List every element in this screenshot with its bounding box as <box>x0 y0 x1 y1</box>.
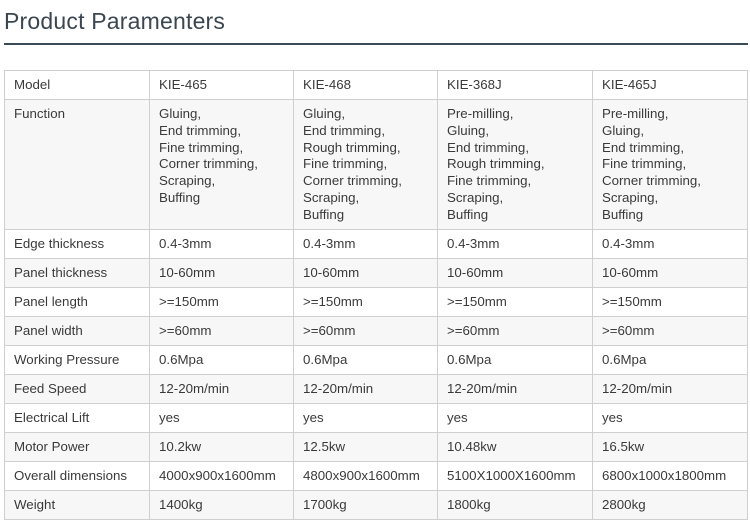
table-cell <box>593 316 748 345</box>
cell-text-line: yes <box>159 409 180 425</box>
table-cell <box>593 374 748 403</box>
cell-text-line: 12-20m/min <box>159 380 230 396</box>
table-cell <box>150 345 294 374</box>
cell-text-line: Corner trimming, <box>159 156 259 172</box>
cell-text-line: End trimming, <box>602 139 685 155</box>
cell-text-line: Scraping, <box>447 189 504 205</box>
cell-text-line: 16.5kw <box>602 438 645 454</box>
cell-text-line: Buffing <box>303 206 345 222</box>
row-label: Edge thickness <box>5 229 150 258</box>
table-cell <box>438 461 593 490</box>
cell-text-line: 10.48kw <box>447 438 497 454</box>
row-label: Motor Power <box>5 432 150 461</box>
cell-text-line: 0.4-3mm <box>447 235 500 251</box>
cell-text-line: 5100X1000X1600mm <box>447 467 576 483</box>
table-row <box>5 403 748 432</box>
table-cell <box>438 403 593 432</box>
cell-text-line: 1400kg <box>159 496 203 512</box>
row-label: Function <box>5 100 150 230</box>
cell-text-line: Gluing, <box>602 122 645 138</box>
cell-text-line: 10-60mm <box>447 264 504 280</box>
table-cell <box>593 345 748 374</box>
cell-text-line: yes <box>602 409 623 425</box>
table-cell <box>593 432 748 461</box>
cell-text-line: >=60mm <box>159 322 212 338</box>
table-cell <box>150 71 294 100</box>
cell-text-line: 4000x900x1600mm <box>159 467 276 483</box>
cell-text-line: Gluing, <box>159 106 202 121</box>
table-cell <box>294 345 438 374</box>
cell-text-line: 0.4-3mm <box>602 235 655 251</box>
cell-text-line: 12-20m/min <box>602 380 673 396</box>
cell-text-line: Fine trimming, <box>602 156 687 172</box>
cell-text-line: 0.6Mpa <box>303 351 348 367</box>
table-cell <box>150 374 294 403</box>
table-cell <box>593 461 748 490</box>
cell-text-line: 2800kg <box>602 496 646 512</box>
table-cell <box>294 316 438 345</box>
table-cell <box>438 490 593 519</box>
row-label: Panel width <box>5 316 150 345</box>
table-cell <box>593 490 748 519</box>
cell-text-line: 12-20m/min <box>447 380 518 396</box>
cell-text-line: 10.2kw <box>159 438 202 454</box>
cell-text-line: 10-60mm <box>159 264 216 280</box>
table-cell <box>150 100 294 230</box>
table-cell <box>150 490 294 519</box>
table-cell <box>294 490 438 519</box>
cell-text-line: KIE-468 <box>303 77 352 92</box>
cell-text-line: Rough trimming, <box>447 156 545 172</box>
cell-text-line: Buffing <box>602 206 644 222</box>
cell-text-line: Scraping, <box>159 173 216 189</box>
cell-text-line: 10-60mm <box>303 264 360 280</box>
table-cell <box>294 461 438 490</box>
table-cell <box>438 287 593 316</box>
cell-text-line: Buffing <box>159 189 201 205</box>
cell-text-line: 12.5kw <box>303 438 346 454</box>
table-row <box>5 374 748 403</box>
row-label: Overall dimensions <box>5 461 150 490</box>
cell-text-line: 0.6Mpa <box>447 351 492 367</box>
table-cell <box>150 432 294 461</box>
table-row <box>5 258 748 287</box>
table-cell <box>438 432 593 461</box>
cell-text-line: 0.6Mpa <box>159 351 204 367</box>
cell-text-line: Rough trimming, <box>303 139 401 155</box>
row-label: Panel thickness <box>5 258 150 287</box>
cell-text-line: >=60mm <box>602 322 655 338</box>
cell-text-line: End trimming, <box>303 122 386 138</box>
table-cell <box>438 258 593 287</box>
table-cell <box>593 71 748 100</box>
table-cell <box>150 461 294 490</box>
table-cell <box>294 432 438 461</box>
table-cell <box>593 403 748 432</box>
table-cell <box>294 229 438 258</box>
cell-text-line: Scraping, <box>303 189 360 205</box>
table-row <box>5 432 748 461</box>
cell-text-line: >=150mm <box>303 293 363 309</box>
row-label: Panel length <box>5 287 150 316</box>
table-cell <box>150 229 294 258</box>
table-row <box>5 316 748 345</box>
cell-text-line: 0.6Mpa <box>602 351 647 367</box>
cell-text-line: Fine trimming, <box>303 156 388 172</box>
table-cell <box>150 258 294 287</box>
table-cell <box>593 229 748 258</box>
cell-text-line: Pre-milling, <box>447 106 514 121</box>
table-body <box>5 71 748 520</box>
cell-text-line: yes <box>447 409 468 425</box>
cell-text-line: Corner trimming, <box>602 173 702 189</box>
cell-text-line: End trimming, <box>447 139 530 155</box>
table-row <box>5 287 748 316</box>
table-cell <box>438 71 593 100</box>
cell-text-line: >=150mm <box>602 293 662 309</box>
cell-text-line: Fine trimming, <box>159 139 244 155</box>
table-row <box>5 71 748 100</box>
cell-text-line: End trimming, <box>159 122 242 138</box>
cell-text-line: Corner trimming, <box>303 173 403 189</box>
cell-text-line: 1700kg <box>303 496 347 512</box>
cell-text-line: 10-60mm <box>602 264 659 280</box>
table-row <box>5 461 748 490</box>
cell-text-line: Scraping, <box>602 189 659 205</box>
table-row <box>5 229 748 258</box>
cell-text-line: Gluing, <box>303 106 346 121</box>
cell-text-line: 4800x900x1600mm <box>303 467 420 483</box>
table-cell <box>593 258 748 287</box>
title-divider <box>4 43 748 45</box>
row-label: Model <box>5 71 150 100</box>
cell-text-line: >=150mm <box>447 293 507 309</box>
table-cell <box>294 71 438 100</box>
cell-text-line: 1800kg <box>447 496 491 512</box>
cell-text-line: KIE-465 <box>159 77 208 92</box>
table-cell <box>438 374 593 403</box>
cell-text-line: 12-20m/min <box>303 380 374 396</box>
page-title: Product Paramenters <box>4 8 226 34</box>
table-cell <box>438 100 593 230</box>
cell-text-line: Fine trimming, <box>447 173 532 189</box>
table-cell <box>438 316 593 345</box>
table-cell <box>294 258 438 287</box>
table-cell <box>438 345 593 374</box>
table-cell <box>150 316 294 345</box>
cell-text-line: KIE-368J <box>447 77 502 92</box>
table-cell <box>438 229 593 258</box>
table-row <box>5 345 748 374</box>
row-label: Electrical Lift <box>5 403 150 432</box>
cell-text-line: KIE-465J <box>602 77 657 92</box>
table-cell <box>150 287 294 316</box>
cell-text-line: >=150mm <box>159 293 219 309</box>
cell-text-line: >=60mm <box>303 322 356 338</box>
cell-text-line: 0.4-3mm <box>303 235 356 251</box>
table-cell <box>294 403 438 432</box>
row-label: Weight <box>5 490 150 519</box>
table-cell <box>593 287 748 316</box>
table-cell <box>294 287 438 316</box>
cell-text-line: 6800x1000x1800mm <box>602 467 727 483</box>
cell-text-line: 0.4-3mm <box>159 235 212 251</box>
table-row <box>5 100 748 230</box>
cell-text-line: yes <box>303 409 324 425</box>
row-label: Working Pressure <box>5 345 150 374</box>
cell-text-line: Gluing, <box>447 122 490 138</box>
cell-text-line: Pre-milling, <box>602 106 669 121</box>
row-label: Feed Speed <box>5 374 150 403</box>
table-cell <box>593 100 748 230</box>
table-row <box>5 490 748 519</box>
table-cell <box>294 100 438 230</box>
cell-text-line: >=60mm <box>447 322 500 338</box>
cell-text-line: Buffing <box>447 206 489 222</box>
table-cell <box>150 403 294 432</box>
product-parameters-table <box>4 70 748 520</box>
table-cell <box>294 374 438 403</box>
